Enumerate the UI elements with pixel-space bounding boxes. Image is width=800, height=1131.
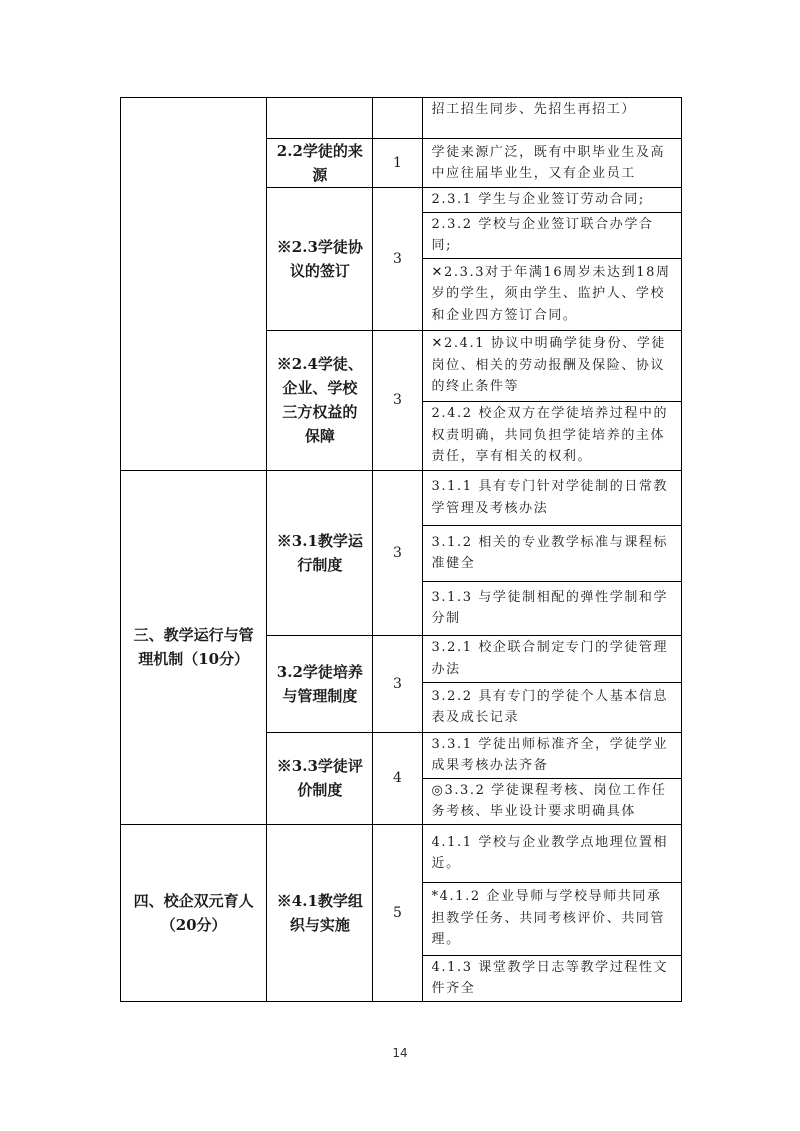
subitem-cell: ※4.1教学组织与实施 (267, 824, 373, 1001)
criterion-cell: 3.1.1 具有专门针对学徒制的日常教学管理及考核办法 (422, 470, 681, 525)
score-cell: 3 (373, 635, 422, 732)
subitem-cell: 2.2学徒的来源 (267, 139, 373, 188)
score-cell: 1 (373, 139, 422, 188)
criterion-cell: 学徒来源广泛，既有中职毕业生及高中应往届毕业生，又有企业员工 (422, 139, 681, 188)
criterion-cell: 3.2.1 校企联合制定专门的学徒管理办法 (422, 635, 681, 682)
criterion-cell: 2.3.1 学生与企业签订劳动合同; (422, 188, 681, 213)
subitem-cell: ※3.1教学运行制度 (267, 470, 373, 635)
criterion-cell: 4.1.3 课堂教学日志等教学过程性文件齐全 (422, 955, 681, 1001)
table-row (121, 824, 682, 882)
page-number: 14 (392, 1046, 408, 1060)
category-cell: 三、教学运行与管理机制（10分） (121, 470, 267, 824)
category-cell (121, 98, 267, 471)
criterion-cell: 3.2.2 具有专门的学徒个人基本信息表及成长记录 (422, 682, 681, 732)
criterion-cell: ✕2.3.3对于年满16周岁未达到18周岁的学生，须由学生、监护人、学校和企业四方签订合同。 (422, 258, 681, 330)
score-cell: 3 (373, 470, 422, 635)
criterion-cell: 2.4.2 校企双方在学徒培养过程中的权责明确，共同负担学徒培养的主体责任，享有相关的权利。 (422, 401, 681, 470)
criterion-cell: *4.1.2 企业导师与学校导师共同承担教学任务、共同考核评价、共同管理。 (422, 882, 681, 955)
criterion-cell: 招工招生同步、先招生再招工） (422, 98, 681, 139)
score-cell: 4 (373, 732, 422, 824)
subitem-cell: ※2.3学徒协议的签订 (267, 188, 373, 331)
criterion-cell: ✕2.4.1 协议中明确学徒身份、学徒岗位、相关的劳动报酬及保险、协议的终止条件等 (422, 330, 681, 401)
evaluation-table (120, 97, 682, 1002)
criterion-cell: 2.3.2 学校与企业签订联合办学合同; (422, 212, 681, 258)
table-row (121, 470, 682, 525)
criterion-cell: 3.1.2 相关的专业教学标准与课程标准健全 (422, 525, 681, 581)
subitem-cell (267, 98, 373, 139)
score-cell: 3 (373, 330, 422, 470)
criterion-cell: 4.1.1 学校与企业教学点地理位置相近。 (422, 824, 681, 882)
score-cell: 5 (373, 824, 422, 1001)
score-cell: 3 (373, 188, 422, 331)
table-row (121, 98, 682, 139)
category-cell: 四、校企双元育人（20分） (121, 824, 267, 1001)
score-cell (373, 98, 422, 139)
subitem-cell: ※2.4学徒、企业、学校三方权益的保障 (267, 330, 373, 470)
subitem-cell: ※3.3学徒评价制度 (267, 732, 373, 824)
criterion-cell: ◎3.3.2 学徒课程考核、岗位工作任务考核、毕业设计要求明确具体 (422, 778, 681, 824)
subitem-cell: 3.2学徒培养与管理制度 (267, 635, 373, 732)
criterion-cell: 3.3.1 学徒出师标准齐全，学徒学业成果考核办法齐备 (422, 732, 681, 778)
criterion-cell: 3.1.3 与学徒制相配的弹性学制和学分制 (422, 581, 681, 635)
